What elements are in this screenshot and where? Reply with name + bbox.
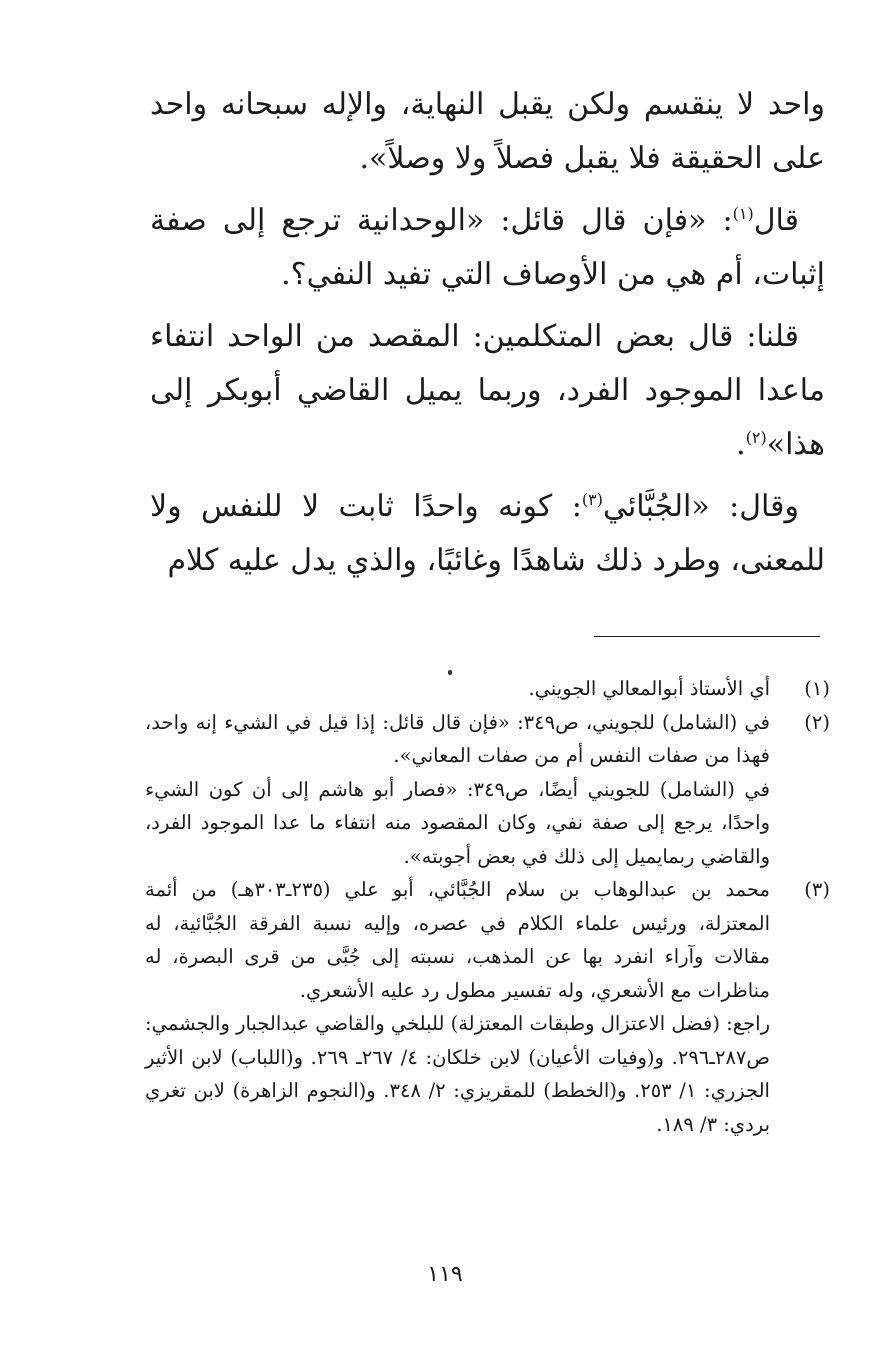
paragraph-2 [150,194,825,302]
page-number: ١١٩ [427,1262,463,1287]
footnote-text: في (الشامل) للجويني أيضًا، ص٣٤٩: «فصار أبو هاشم إلى أن كون الشيء واحدًا، يرجع إلى صفة نفي، وكان المقصود منه انتفاء ما عدا الموجود الفرد، والقاضي ربمايميل إلى ذلك في بعض أجوبته». [145,777,770,868]
main-text [150,78,825,596]
footnote-1 [145,672,830,706]
footnote-ref-3[interactable]: (٣) [581,490,603,509]
paragraph-1-text: واحد لا ينقسم ولكن يقبل النهاية، والإله سبحانه واحد على الحقيقة فلا يقبل فصلاً ولا وصلاً». [150,87,825,176]
footnote-text: محمد بن عبدالوهاب بن سلام الجُبَّائي، أبو علي (٢٣٥ـ٣٠٣هـ) من أئمة المعتزلة، ورئيس علماء الكلام في عصره، وإليه نسبة الفرقة الجُبَّائية، له مقالات وآراء انفرد بها عن المذهب، نسبته إلى جُبَّى من قرى البصرة، له مناظرات مع الأشعري، وله تفسير مطول رد عليه الأشعري. [145,878,770,1002]
footnote-text: في (الشامل) للجويني، ص٣٤٩: «فإن قال قائل: إذا قيل في الشيء إنه واحد، فهذا من صفات النفس أم من صفات المعاني». [145,710,770,767]
paragraph-4 [150,480,825,588]
footnote-body [145,672,770,706]
footnote-text: راجع: (فضل الاعتزال وطبقات المعتزلة) للبلخي والقاضي عبدالجبار والجشمي: ص٢٨٧ـ٢٩٦. و(وفيات الأعيان) لابن خلكان: ٤/ ٢٦٧ـ ٢٦٩. و(اللباب) لابن الأثير الجزري: ١/ ٢٥٣. و(الخطط) للمقريزي: ٢/ ٣٤٨. و(النجوم الزاهرة) لابن تغري بردي: ٣/ ١٨٩. [145,1012,770,1136]
paragraph-3 [150,310,825,472]
footnote-number: (٢) [804,710,830,734]
footnotes [145,672,830,1141]
paragraph-4-prefix: وقال: «الجُبَّائي [602,489,799,524]
footnote-body [145,706,770,874]
footnote-body [145,873,770,1141]
paragraph-4-text: : كونه واحدًا ثابت لا للنفس ولا للمعنى، وطرد ذلك شاهدًا وغائبًا، والذي يدل عليه كلام [150,489,825,578]
footnote-ref-2[interactable]: (٢) [745,428,767,447]
paragraph-2-prefix: قال [753,203,799,238]
paragraph-3-end: . [736,427,746,462]
paragraph-2-text: : «فإن قال قائل: «الوحدانية ترجع إلى صفة إثبات، أم هي من الأوصاف التي تفيد النفي؟. [150,203,825,292]
footnote-3 [145,873,830,1141]
footnote-number: (١) [804,677,830,700]
footnote-separator [594,636,820,637]
paragraph-3-text: قلنا: قال بعض المتكلمين: المقصد من الواحد انتفاء ماعدا الموجود الفرد، وربما يميل القاضي أبوبكر إلى هذا» [150,319,825,462]
paragraph-1 [150,78,825,186]
footnote-text: أي الأستاذ أبوالمعالي الجويني. [528,677,770,700]
footnote-ref-1[interactable]: (١) [732,204,754,223]
footnote-2 [145,706,830,874]
footnote-number: (٣) [804,878,830,901]
